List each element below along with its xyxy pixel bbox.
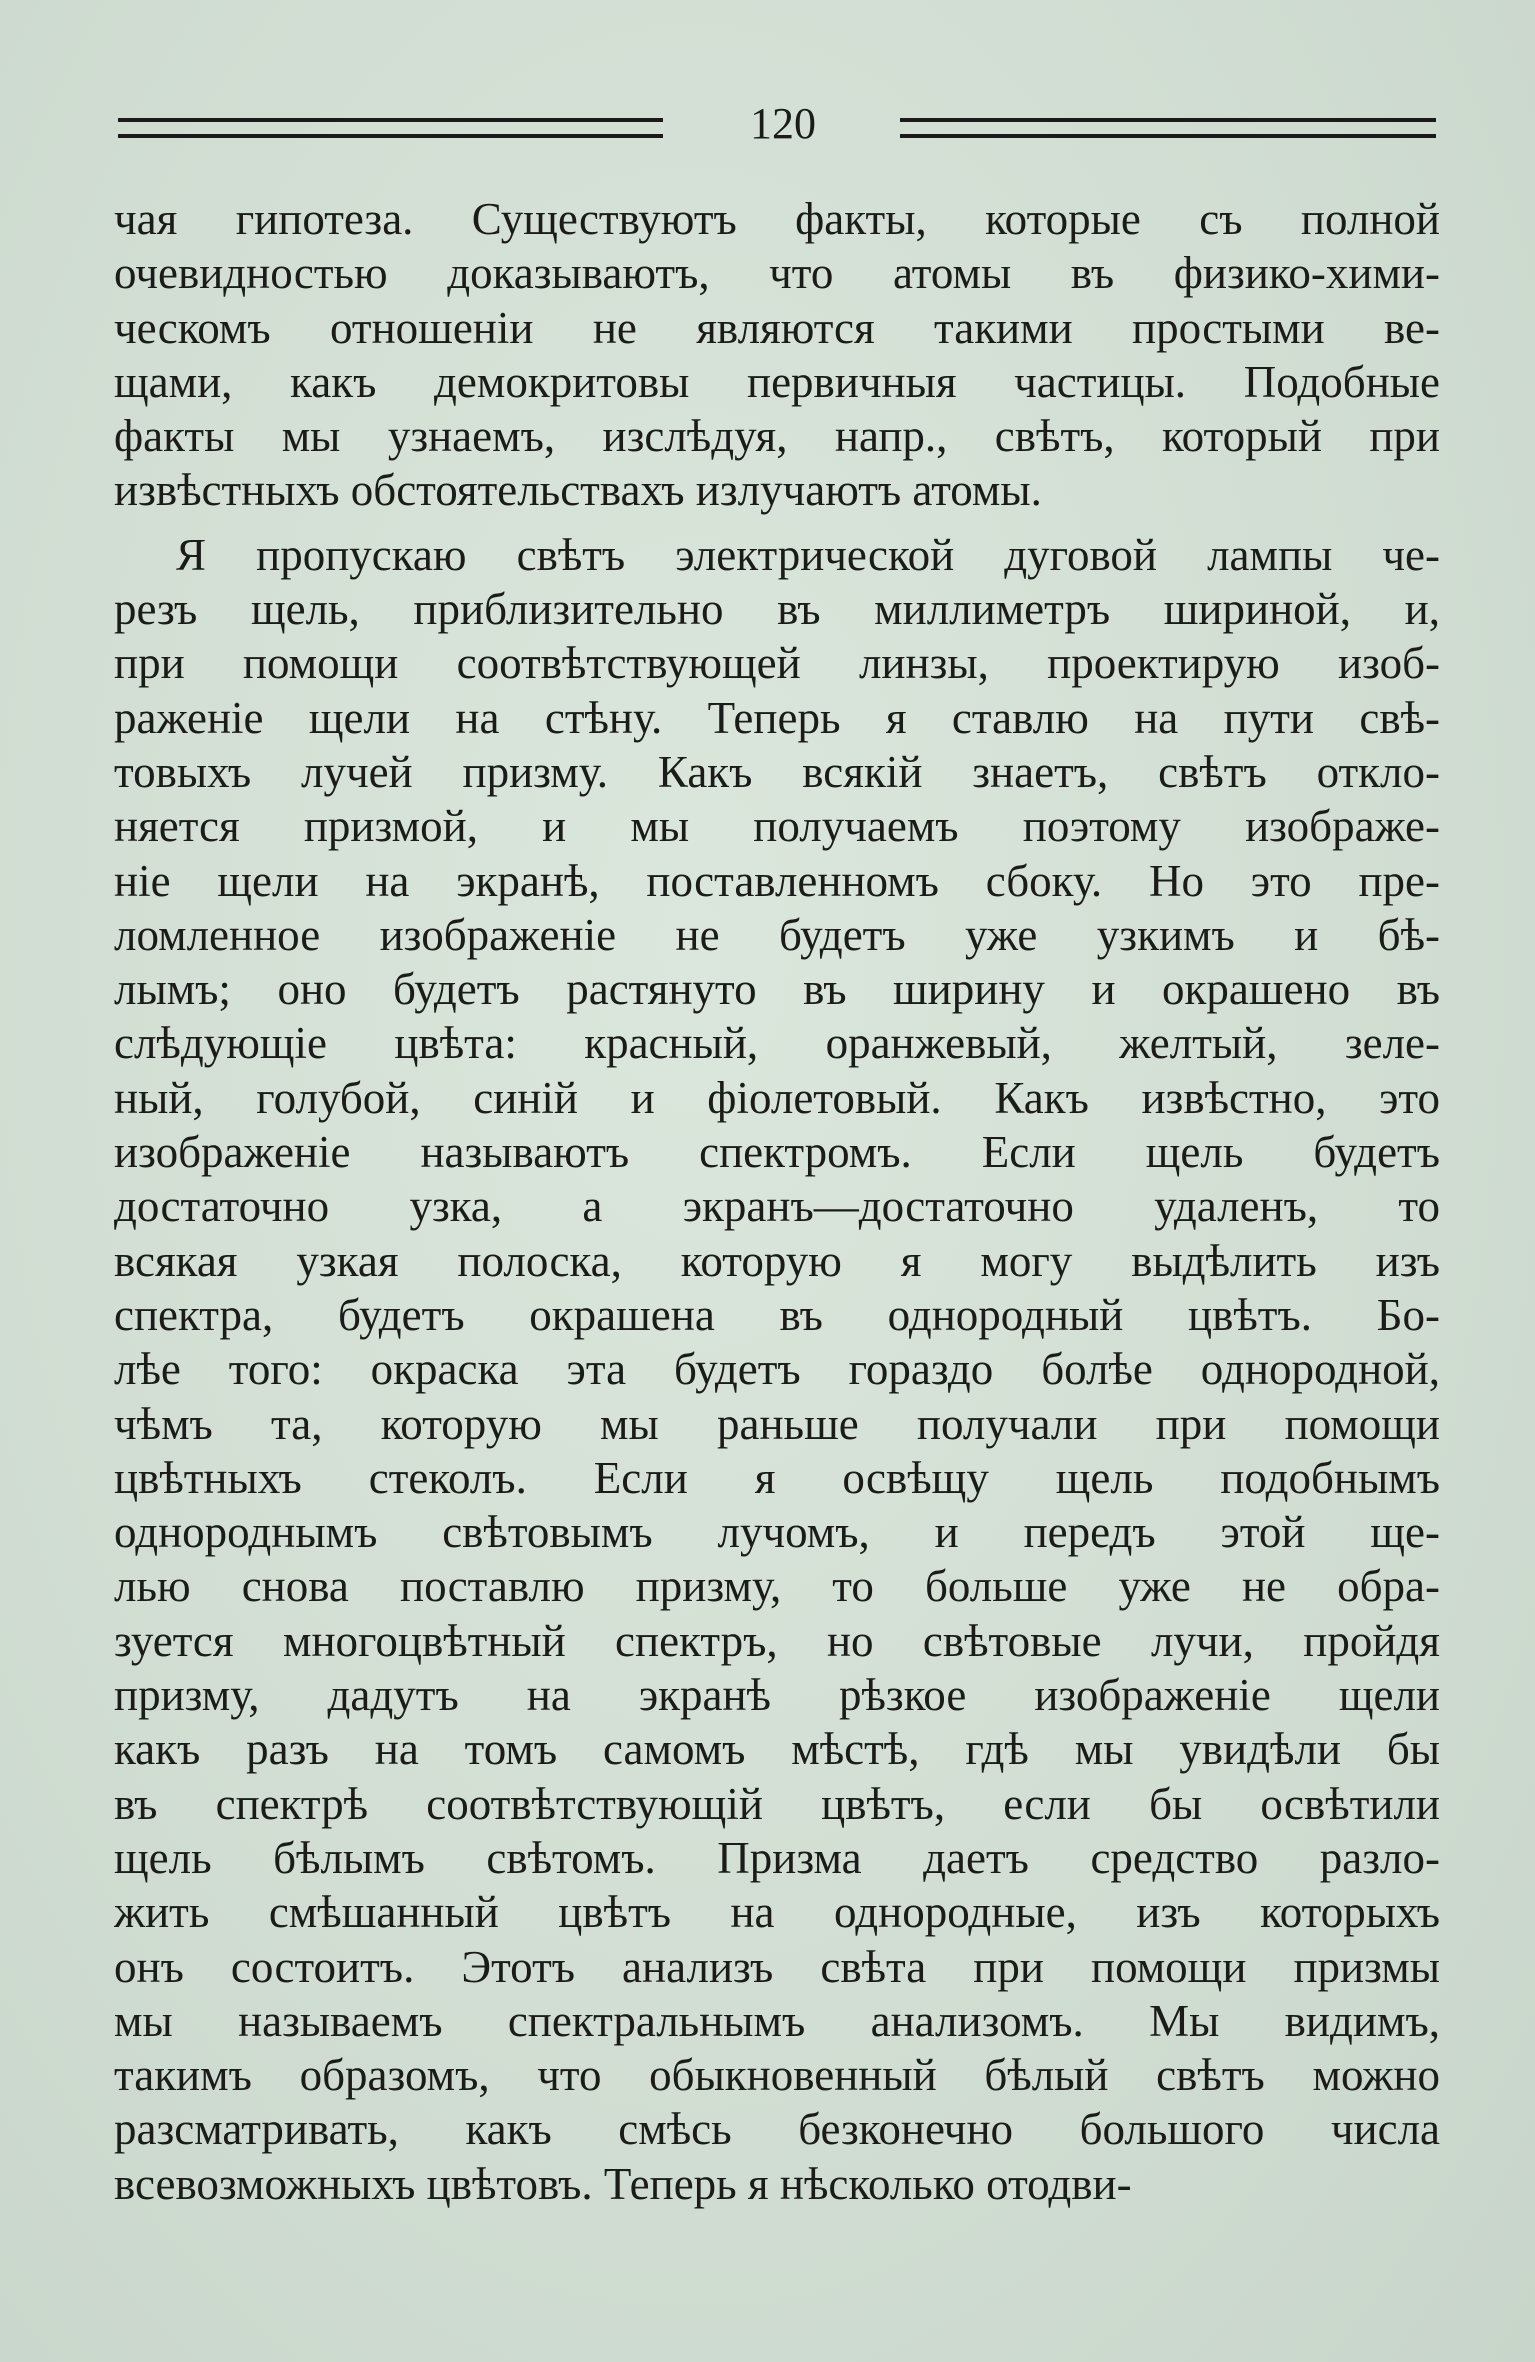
text-line: призму, дадутъ на экранѣ рѣзкое изображенiе щели [114, 1670, 1440, 1721]
text-line: ческомъ отношенiи не являются такими простыми ве- [114, 302, 1440, 353]
text-line: Я пропускаю свѣтъ электрической дуговой лампы че- [176, 529, 1440, 580]
text-line: однороднымъ свѣтовымъ лучомъ, и передъ этой ще- [114, 1507, 1440, 1558]
paragraph-gap [114, 518, 1440, 528]
text-line: лью снова поставлю призму, то больше уже не обра- [114, 1561, 1440, 1612]
text-line: всевозможныхъ цвѣтовъ. Теперь я нѣсколько отодви- [114, 2158, 1132, 2209]
text-line: чая гипотеза. Существуютъ факты, которые съ полной [114, 194, 1440, 244]
text-line: чѣмъ та, которую мы раньше получали при помощи [114, 1398, 1440, 1449]
text-line: извѣстныхъ обстоятельствахъ излучаютъ атомы. [114, 465, 1042, 516]
text-line: такимъ образомъ, что обыкновенный бѣлый свѣтъ можно [114, 2050, 1440, 2101]
text-line: разсматривать, какъ смѣсь безконечно большого числа [114, 2104, 1440, 2155]
text-line: слѣдующiе цвѣта: красный, оранжевый, желтый, зеле- [114, 1018, 1440, 1069]
text-line: ный, голубой, синiй и фiолетовый. Какъ извѣстно, это [114, 1072, 1440, 1123]
text-line: ломленное изображенiе не будетъ уже узкимъ и бѣ- [114, 909, 1440, 960]
text-line: въ спектрѣ соотвѣтствующiй цвѣтъ, если бы освѣтили [114, 1778, 1440, 1829]
text-line: жить смѣшанный цвѣтъ на однородные, изъ которыхъ [114, 1887, 1440, 1938]
text-line: резъ щель, приблизительно въ миллиметръ шириной, и, [114, 584, 1440, 635]
text-line: изображенiе называютъ спектромъ. Если щель будетъ [114, 1127, 1440, 1178]
header-rule-right [900, 118, 1436, 138]
paragraph [114, 192, 1440, 518]
text-line: онъ состоитъ. Этотъ анализъ свѣта при помощи призмы [114, 1941, 1440, 1992]
text-line: всякая узкая полоска, которую я могу выдѣлить изъ [114, 1235, 1440, 1286]
text-line: товыхъ лучей призму. Какъ всякiй знаетъ, свѣтъ откло- [114, 746, 1440, 797]
paragraph [114, 528, 1440, 2211]
text-line: нiе щели на экранѣ, поставленномъ сбоку. Но это пре- [114, 855, 1440, 906]
body-text [114, 192, 1440, 2211]
text-line: спектра, будетъ окрашена въ однородный цвѣтъ. Бо- [114, 1289, 1440, 1340]
text-line: щами, какъ демокритовы первичныя частицы. Подобные [114, 356, 1440, 407]
text-line: какъ разъ на томъ самомъ мѣстѣ, гдѣ мы увидѣли бы [114, 1724, 1440, 1775]
page-header [118, 100, 1436, 160]
text-line: очевидностью доказываютъ, что атомы въ физико-хими- [114, 248, 1440, 299]
text-line: лымъ; оно будетъ растянуто въ ширину и окрашено въ [114, 964, 1440, 1015]
text-line: лѣе того: окраска эта будетъ гораздо болѣе однородной, [114, 1344, 1440, 1395]
text-line: мы называемъ спектральнымъ анализомъ. Мы видимъ, [114, 1995, 1440, 2046]
text-line: щель бѣлымъ свѣтомъ. Призма даетъ средство разло- [114, 1832, 1440, 1883]
text-line: при помощи соотвѣтствующей линзы, проектирую изоб- [114, 638, 1440, 689]
text-line: няется призмой, и мы получаемъ поэтому изображе- [114, 801, 1440, 852]
page-number: 120 [750, 99, 816, 148]
text-line: зуется многоцвѣтный спектръ, но свѣтовые лучи, пройдя [114, 1615, 1440, 1666]
text-line: факты мы узнаемъ, изслѣдуя, напр., свѣтъ, который при [114, 411, 1440, 462]
text-line: раженiе щели на стѣну. Теперь я ставлю на пути свѣ- [114, 692, 1440, 743]
text-line: достаточно узка, а экранъ—достаточно удаленъ, то [114, 1181, 1440, 1232]
header-rule-left [118, 118, 663, 138]
text-line: цвѣтныхъ стеколъ. Если я освѣщу щель подобнымъ [114, 1452, 1440, 1503]
